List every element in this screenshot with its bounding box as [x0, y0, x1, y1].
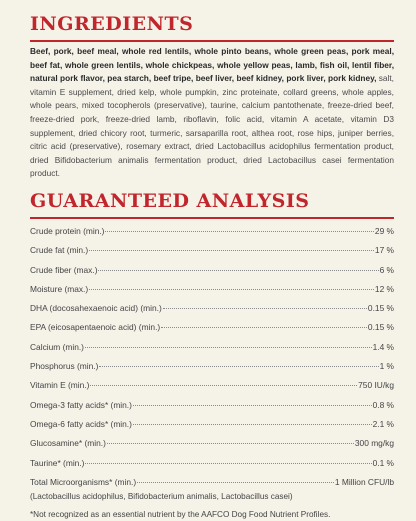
- analysis-row-value: 300 mg/kg: [354, 438, 394, 449]
- analysis-row-label: Omega-3 fatty acids* (min.): [30, 399, 132, 410]
- analysis-row: [30, 318, 394, 337]
- analysis-row: [30, 396, 394, 415]
- analysis-row: [30, 434, 394, 453]
- analysis-row-label: Phosphorus (min.): [30, 361, 99, 372]
- dot-leader: [133, 424, 372, 425]
- analysis-row: [30, 241, 394, 260]
- ingredients-heading: INGREDIENTS: [30, 13, 194, 35]
- analysis-row: [30, 222, 394, 241]
- analysis-row-label: EPA (eicosapentaenoic acid) (min.): [30, 322, 161, 333]
- dot-leader: [161, 327, 367, 328]
- analysis-row-label: Vitamin E (min.): [30, 380, 90, 391]
- analysis-row-value: 29 %: [374, 225, 394, 236]
- ingredients-regular-text: salt, vitamin E supplement, dried kelp, whole pumpkin, zinc proteinate, collard greens, whole apples, whole pears, mixed tocopherols (preservative), taurine, calcium pantothenate, freeze-dried beef, freeze-dried pork, freeze-dried lamb, riboflavin, folic acid, vitamin A acetate, vitamin D3 supplement, dried chicory root, turmeric, sarsaparilla root, althea root, rose hips, juniper berries, citric acid (preservative), rosemary extract, dried Lactobacillus acidophilus fermentation product, dried Bifidobacterium animalis fermentation product, dried Lactobacillus casei fermentation product.: [30, 73, 394, 179]
- analysis-row: [30, 261, 394, 280]
- analysis-row-value: 0.15 %: [367, 303, 394, 314]
- analysis-row-value: 1.4 %: [372, 341, 394, 352]
- dot-leader: [85, 463, 371, 464]
- dot-leader: [90, 385, 357, 386]
- analysis-row: [30, 357, 394, 376]
- analysis-row-label: Total Microorganisms* (min.): [30, 476, 137, 487]
- analysis-row-label: DHA (docosahexaenoic acid) (min.): [30, 303, 162, 314]
- dot-leader: [133, 405, 372, 406]
- analysis-row-value: 0.8 %: [372, 399, 394, 410]
- dot-leader: [137, 482, 334, 483]
- microorganisms-note: (Lactobacillus acidophilus, Bifidobacterium animalis, Lactobacillus casei): [30, 492, 293, 502]
- analysis-row-value: 2.1 %: [372, 418, 394, 429]
- dot-leader: [99, 366, 378, 367]
- dot-leader: [89, 250, 374, 251]
- analysis-row-label: Glucosamine* (min.): [30, 438, 106, 449]
- analysis-row-label: Omega-6 fatty acids* (min.): [30, 418, 132, 429]
- analysis-row-value: 1 Million CFU/lb: [334, 476, 394, 487]
- dot-leader: [107, 443, 354, 444]
- analysis-row-value: 17 %: [374, 245, 394, 256]
- analysis-row-value: 12 %: [374, 283, 394, 294]
- analysis-row: [30, 299, 394, 318]
- analysis-row: [30, 415, 394, 434]
- analysis-row-label: Crude protein (min.): [30, 225, 105, 236]
- ingredients-bold-text: Beef, pork, beef meal, whole red lentils, whole pinto beans, whole green peas, pork meal, beef fat, whole green lentils, whole chickpeas, whole yellow peas, lamb, fish oil, lentil fiber, natural pork flavor, pea starch, beef tripe, beef liver, beef kidney, pork liver, pork kidney,: [30, 46, 394, 84]
- analysis-row-value: 0.1 %: [372, 457, 394, 468]
- dot-leader: [89, 289, 374, 290]
- analysis-row-label: Taurine* (min.): [30, 457, 85, 468]
- guaranteed-analysis-table: [30, 222, 394, 521]
- dot-leader: [163, 308, 367, 309]
- analysis-row: [30, 454, 394, 473]
- analysis-row: [30, 280, 394, 299]
- analysis-row-value: 1 %: [379, 361, 394, 372]
- ingredients-list: [30, 45, 394, 181]
- analysis-row-label: Calcium (min.): [30, 341, 84, 352]
- aafco-footnote: *Not recognized as an essential nutrient by the AAFCO Dog Food Nutrient Profiles.: [30, 510, 331, 520]
- analysis-row-value: 750 IU/kg: [358, 380, 394, 391]
- analysis-row-label: Moisture (max.): [30, 283, 89, 294]
- analysis-divider: [30, 217, 394, 219]
- analysis-row-value: 6 %: [379, 264, 394, 275]
- analysis-row: [30, 338, 394, 357]
- guaranteed-analysis-heading: GUARANTEED ANALYSIS: [30, 189, 310, 212]
- analysis-row: [30, 376, 394, 395]
- analysis-row-label: Crude fiber (max.): [30, 264, 98, 275]
- dot-leader: [98, 270, 378, 271]
- analysis-row-label: Crude fat (min.): [30, 245, 89, 256]
- ingredients-divider: [30, 40, 394, 42]
- dot-leader: [105, 231, 373, 232]
- analysis-row-value: 0.15 %: [367, 322, 394, 333]
- dot-leader: [85, 347, 372, 348]
